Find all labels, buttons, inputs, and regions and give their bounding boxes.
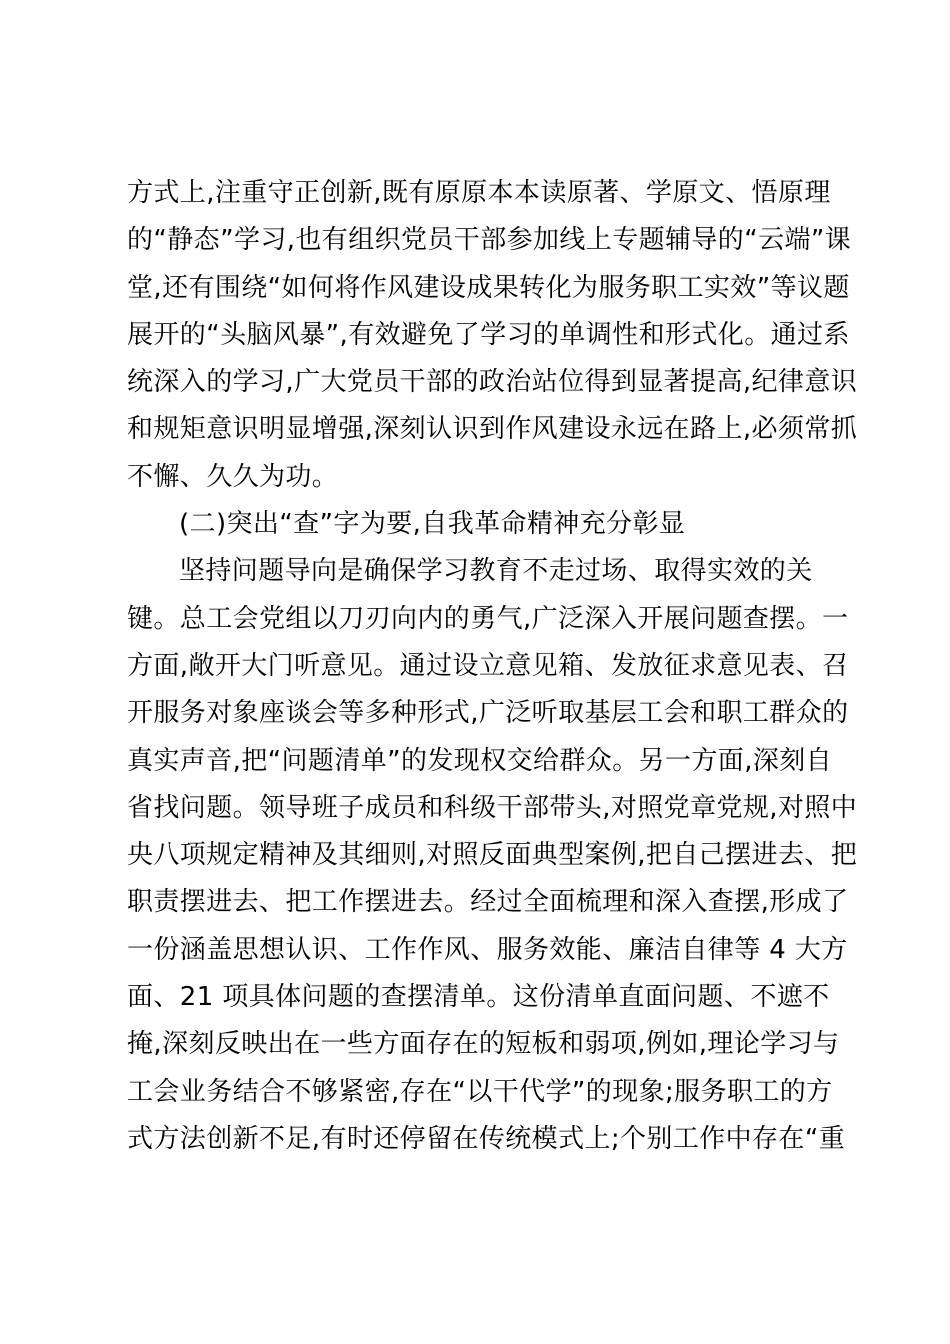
paragraph-first-line: 坚持问题导向是确保学习教育不走过场、取得实效的关 <box>179 556 813 587</box>
text-line: 面、21 项具体问题的查摆清单。这份清单直面问题、不遮不 <box>127 982 830 1013</box>
text-line: 不懈、久久为功。 <box>127 461 339 492</box>
text-line: 和规矩意识明显增强,深刻认识到作风建设永远在路上,必须常抓 <box>127 414 858 445</box>
body-text <box>127 170 858 1163</box>
text-line: 方式上,注重守正创新,既有原原本本读原著、学原文、悟原理 <box>127 178 831 208</box>
text-line: 键。总工会党组以刀刃向内的勇气,广泛深入开展问题查摆。一 <box>127 603 849 634</box>
text-line: 统深入的学习,广大党员干部的政治站位得到显著提高,纪律意识 <box>127 367 858 398</box>
text-line: 展开的“头脑风暴”,有效避免了学习的单调性和形式化。通过系 <box>127 319 850 350</box>
text-line: 工会业务结合不够紧密,存在“以干代学”的现象;服务职工的方 <box>127 1076 833 1107</box>
text-line: 的“静态”学习,也有组织党员干部参加线上专题辅导的“云端”课 <box>127 225 852 256</box>
text-line: 职责摆进去、把工作摆进去。经过全面梳理和深入查摆,形成了 <box>127 887 849 918</box>
text-line: 式方法创新不足,有时还停留在传统模式上;个别工作中存在“重 <box>127 1123 846 1154</box>
text-line: 省找问题。领导班子成员和科级干部带头,对照党章党规,对照中 <box>127 792 858 823</box>
text-line: 堂,还有围绕“如何将作风建设成果转化为服务职工实效”等议题 <box>127 272 850 303</box>
text-line: 央八项规定精神及其细则,对照反面典型案例,把自己摆进去、把 <box>127 840 858 871</box>
section-heading: (二)突出“查”字为要,自我革命精神充分彰显 <box>179 509 686 540</box>
text-line: 一份涵盖思想认识、工作作风、服务效能、廉洁自律等 4 大方 <box>127 934 848 965</box>
text-line: 开服务对象座谈会等多种形式,广泛听取基层工会和职工群众的 <box>127 698 849 729</box>
text-line: 方面,敞开大门听意见。通过设立意见箱、发放征求意见表、召 <box>127 650 849 681</box>
text-line: 真实声音,把“问题清单”的发现权交给群众。另一方面,深刻自 <box>127 745 833 776</box>
text-line: 掩,深刻反映出在一些方面存在的短板和弱项,例如,理论学习与 <box>127 1029 840 1060</box>
